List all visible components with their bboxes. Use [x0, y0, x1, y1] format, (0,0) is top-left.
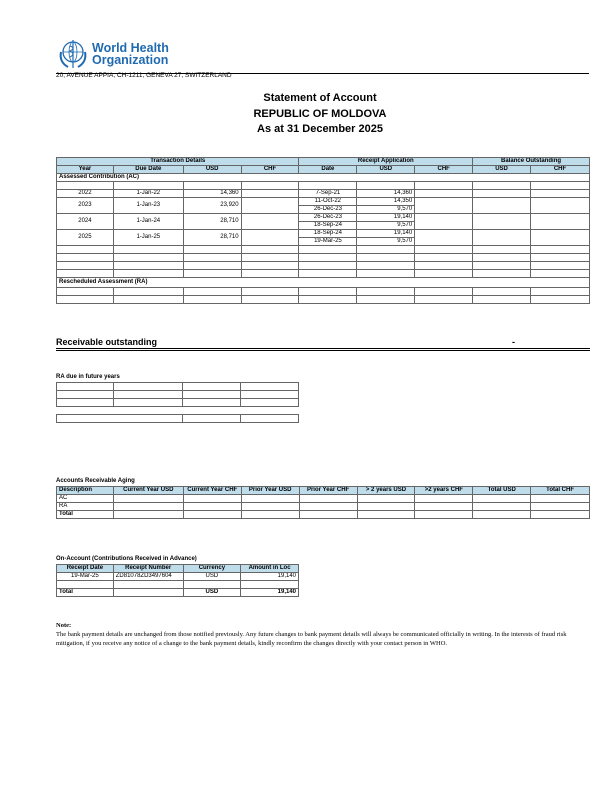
group-header-receipt: Receipt Application — [299, 158, 473, 166]
receipt-date-cell: 18-Sep-24 — [299, 230, 357, 238]
oa-currency: USD — [183, 573, 241, 581]
table-row — [57, 503, 590, 511]
table-row — [57, 214, 590, 222]
receipt-date-cell: 7-Sep-21 — [299, 190, 357, 198]
aging-col-description: Description — [57, 487, 114, 495]
oa-receipt-date: 19-Mar-25 — [57, 573, 114, 581]
aging-label: Accounts Receivable Aging — [56, 478, 135, 484]
note-text: The bank payment details are unchanged from those notified previously. Any future changes to bank payment details will always be communicated officially in writing. In the interests of fraud risk mitigation, if you receive any notice of a change to the bank payment details, kindly reconfirm the changes directly with your contact person in WHO. — [56, 631, 567, 647]
oa-col-receipt-date: Receipt Date — [57, 565, 114, 573]
aging-row-total: Total — [57, 511, 114, 519]
usd-cell: 14,360 — [183, 190, 241, 198]
receivable-rule-2 — [56, 350, 590, 351]
receivable-rule-1 — [56, 348, 590, 349]
on-account-label: On-Account (Contributions Received in Advance) — [56, 556, 197, 562]
receipt-date-cell: 18-Sep-24 — [299, 222, 357, 230]
col-chf: CHF — [241, 166, 299, 174]
col-balance-chf: CHF — [531, 166, 590, 174]
receipt-date-cell: 19-Mar-25 — [299, 238, 357, 246]
receipt-usd-cell: 19,140 — [357, 214, 415, 222]
ra-future-table — [56, 382, 299, 423]
oa-total-label: Total — [57, 589, 114, 597]
receipt-usd-cell: 9,570 — [357, 222, 415, 230]
group-header-transaction: Transaction Details — [57, 158, 299, 166]
receipt-usd-cell: 19,140 — [357, 230, 415, 238]
table-row — [57, 573, 299, 581]
note-title: Note: — [56, 622, 72, 629]
oa-col-amount: Amount in Loc — [241, 565, 299, 573]
col-receipt-usd: USD — [357, 166, 415, 174]
col-receipt-chf: CHF — [415, 166, 473, 174]
col-balance-usd: USD — [473, 166, 531, 174]
aging-col-current-usd: Current Year USD — [113, 487, 183, 495]
aging-row-ac: AC — [57, 495, 114, 503]
col-year: Year — [57, 166, 114, 174]
table-row — [57, 230, 590, 238]
due-date-cell: 1-Jan-24 — [113, 214, 183, 230]
due-date-cell: 1-Jan-22 — [113, 190, 183, 198]
oa-receipt-number: ZD81078ZD3497604 — [113, 573, 183, 581]
who-logo-emblem-icon — [56, 38, 90, 70]
year-cell: 2025 — [57, 230, 114, 246]
receipt-date-cell: 26-Dec-23 — [299, 214, 357, 222]
col-due-date: Due Date — [113, 166, 183, 174]
due-date-cell: 1-Jan-23 — [113, 198, 183, 214]
oa-col-currency: Currency — [183, 565, 241, 573]
receipt-usd-cell: 9,570 — [357, 238, 415, 246]
oa-total-currency: USD — [183, 589, 241, 597]
aging-row-ra: RA — [57, 503, 114, 511]
org-name-line1: World Health — [92, 41, 169, 55]
table-row — [57, 198, 590, 206]
aging-col-prior-chf: Prior Year CHF — [299, 487, 357, 495]
aging-col-2y-usd: > 2 years USD — [357, 487, 415, 495]
org-name — [92, 42, 169, 66]
aging-col-prior-usd: Prior Year USD — [241, 487, 299, 495]
ra-future-label: RA due in future years — [56, 374, 120, 380]
statement-table — [56, 157, 590, 304]
year-cell: 2022 — [57, 190, 114, 198]
year-cell: 2024 — [57, 214, 114, 230]
address: 20, AVENUE APPIA, CH-1211, GENEVA 27, SWITZERLAND — [56, 72, 232, 79]
section-ra: Rescheduled Assessment (RA) — [57, 278, 590, 288]
receivable-label: Receivable outstanding — [56, 337, 158, 347]
col-receipt-date: Date — [299, 166, 357, 174]
receivable-value: - — [512, 337, 515, 347]
due-date-cell: 1-Jan-25 — [113, 230, 183, 246]
receipt-usd-cell: 9,570 — [357, 206, 415, 214]
usd-cell: 23,920 — [183, 198, 241, 214]
aging-col-2y-chf: >2 years CHF — [415, 487, 473, 495]
receipt-date-cell: 11-Oct-22 — [299, 198, 357, 206]
group-header-balance: Balance Outstanding — [473, 158, 590, 166]
table-row — [57, 495, 590, 503]
title-line3: As at 31 December 2025 — [257, 123, 383, 135]
note — [56, 621, 588, 648]
title-line2: REPUBLIC OF MOLDOVA — [253, 107, 387, 120]
receipt-usd-cell: 14,360 — [357, 190, 415, 198]
receipt-date-cell: 26-Dec-23 — [299, 206, 357, 214]
col-usd: USD — [183, 166, 241, 174]
aging-col-total-chf: Total CHF — [531, 487, 590, 495]
usd-cell: 28,710 — [183, 214, 241, 230]
year-cell: 2023 — [57, 198, 114, 214]
table-row — [57, 190, 590, 198]
on-account-table — [56, 564, 299, 597]
org-name-line2: Organization — [92, 53, 169, 67]
aging-col-current-chf: Current Year CHF — [183, 487, 241, 495]
receivable-outstanding — [56, 337, 588, 347]
oa-col-receipt-number: Receipt Number — [113, 565, 183, 573]
receipt-usd-cell: 14,350 — [357, 198, 415, 206]
usd-cell: 28,710 — [183, 230, 241, 246]
section-ac: Assessed Contribution (AC) — [57, 174, 590, 182]
aging-col-total-usd: Total USD — [473, 487, 531, 495]
oa-total-amount: 19,140 — [241, 589, 299, 597]
title-line1: Statement of Account — [263, 92, 377, 104]
statement-title — [0, 91, 612, 138]
oa-amount: 19,140 — [241, 573, 299, 581]
table-row — [57, 511, 590, 519]
aging-table — [56, 486, 590, 519]
